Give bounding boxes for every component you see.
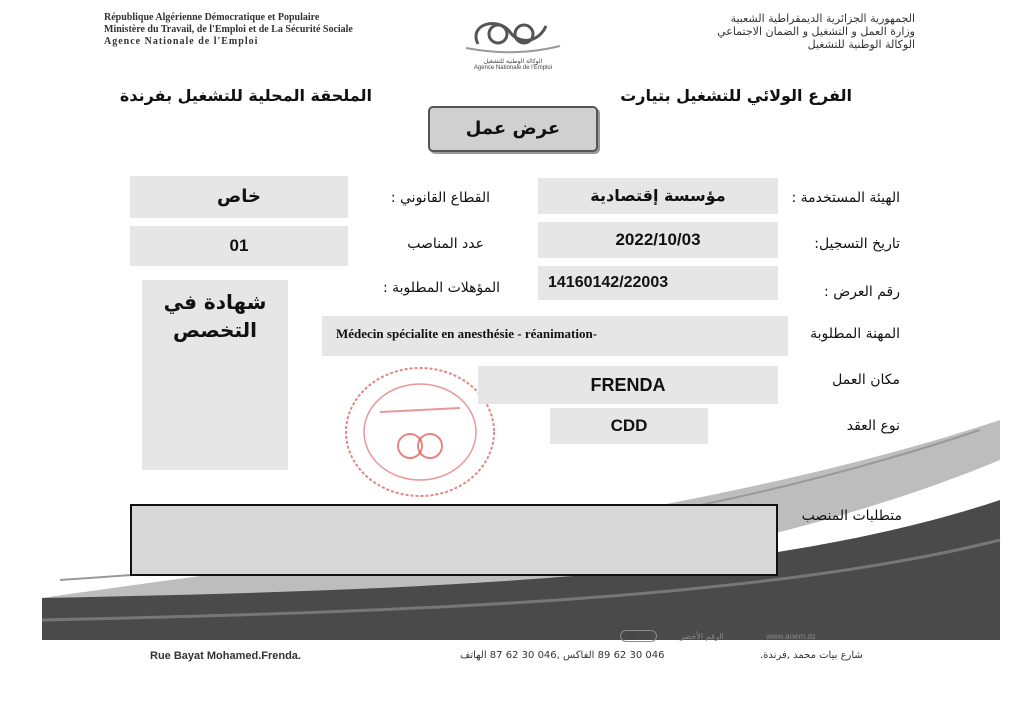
header-ar-line: الوكالة الوطنية للتشغيل [807,38,915,51]
green-number: 30 05 [620,630,657,642]
footer-contact-bar [40,632,1004,644]
logo-fr-text: Agence Nationale de l'Emploi [473,65,553,71]
page-title: عرض عمل [465,118,561,139]
place-box [478,366,778,404]
qualif-value-line2: التخصص [173,318,257,342]
website: www.anem.dz [766,632,816,641]
employer-box [538,178,778,214]
place-value: FRENDA [590,375,666,395]
footer-address-ar: شارع بيات محمد ,فرندة. [760,650,863,661]
req-label: متطلبات المنصب [801,508,902,524]
employer-value: مؤسسة إقتصادية [590,186,726,205]
footer-phones: 046 30 62 89 الفاكس ,046 30 62 87 الهاتف [460,650,665,661]
job-box [322,316,788,356]
job-value: Médecin spécialite en anesthésie - réanimation- [336,326,598,341]
official-stamp [340,362,500,502]
positions-value: 01 [229,236,249,255]
positions-box [130,226,348,266]
green-label: الرقم الأخضر [680,632,724,641]
logo-ar-text: الوكالة الوطنية للتشغيل [483,58,543,65]
reg-date-value: 2022/10/03 [615,230,701,249]
header-fr-line: République Algérienne Démocratique et Populaire [104,12,320,23]
qualif-value-line1: شهادة في [163,290,267,314]
offer-no-value: 14160142/22003 [548,274,669,291]
header-ar-line: الجمهورية الجزائرية الديمقراطية الشعبية [730,12,915,25]
branch-left: الملحقة المحلية للتشغيل بفرندة [119,86,372,105]
req-box [130,504,778,576]
job-label: المهنة المطلوبة [810,326,900,342]
offer-no-label: رقم العرض : [824,284,900,300]
sector-label: القطاع القانوني : [390,190,490,206]
qualif-box [142,280,288,470]
employer-label: الهيئة المستخدمة : [791,190,900,206]
footer-address-fr: Rue Bayat Mohamed.Frenda. [150,650,301,662]
header-fr-line: Ministère du Travail, de l'Emploi et de La Sécurité Sociale [104,24,353,35]
header-ar-line: وزارة العمل و التشغيل و الضمان الاجتماعي [717,25,915,38]
sector-value: خاص [217,186,261,207]
sector-box [130,176,348,218]
reg-date-label: تاريخ التسجيل: [814,236,900,252]
positions-label: عدد المناصب [407,236,484,252]
contract-value: CDD [610,416,648,435]
qualif-label: المؤهلات المطلوبة : [382,280,500,296]
branch-right: الفرع الولائي للتشغيل بتيارت [620,86,852,105]
contract-label: نوع العقد [846,418,900,434]
header-fr-line: Agence Nationale de l'Emploi [104,36,259,47]
reg-date-box [538,222,778,258]
contract-box [550,408,708,444]
place-label: مكان العمل [832,372,900,388]
offer-no-box [538,266,778,300]
